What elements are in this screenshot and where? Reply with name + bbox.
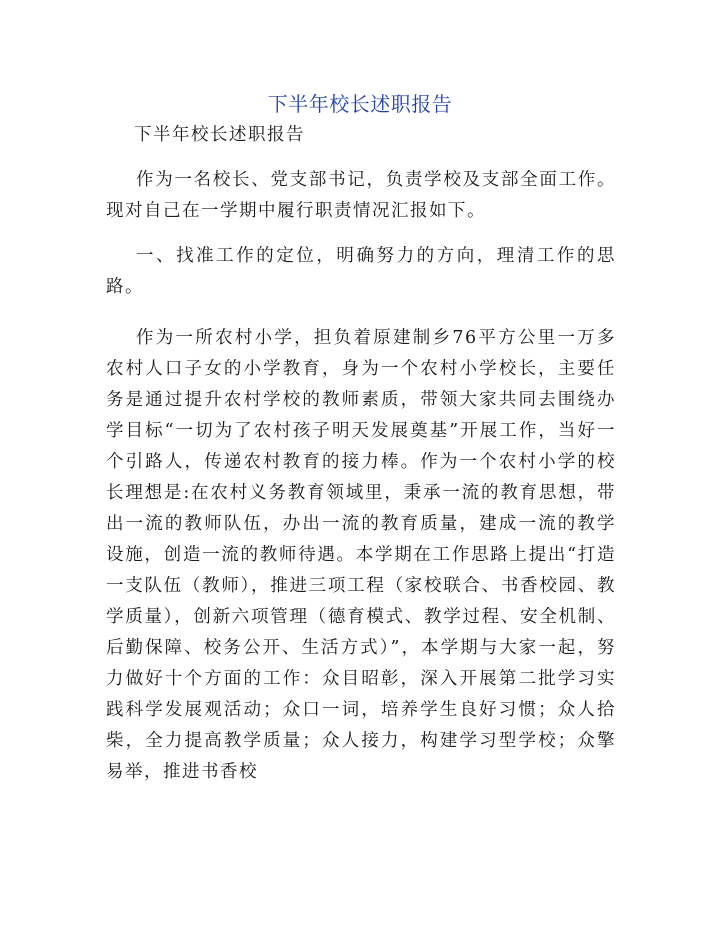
document-title: 下半年校长述职报告 (267, 92, 453, 116)
document-body (106, 120, 616, 788)
paragraph-body: 作为一所农村小学，担负着原建制乡76平方公里一万多农村人口子女的小学教育，身为一个农村小学校长，主要任务是通过提升农村学校的教师素质，带领大家共同去围绕办学目标“一切为了农村孩子明天发展奠基”开展工作，当好一个引路人，传递农村教育的接力棒。作为一个农村小学的校长理想是:在农村义务教育领域里，秉承一流的教育思想，带出一流的教师队伍，办出一流的教育质量，建成一流的教学设施，创造一流的教师待遇。本学期在工作思路上提出“打造一支队伍（教师），推进三项工程（家校联合、书香校园、教学质量），创新六项管理（德育模式、教学过程、安全机制、后勤保障、校务公开、生活方式）”，本学期与大家一起，努力做好十个方面的工作：众目昭彰，深入开展第二批学习实践科学发展观活动；众口一词，培养学生良好习惯；众人拾柴，全力提高教学质量；众人接力，构建学习型学校；众擎易举，推进书香校 (106, 328, 616, 782)
paragraph-section-heading: 一、找准工作的定位，明确努力的方向，理清工作的思路。 (106, 246, 616, 297)
document-subtitle: 下半年校长述职报告 (134, 125, 305, 145)
paragraph-intro: 作为一名校长、党支部书记，负责学校及支部全面工作。现对自己在一学期中履行职责情况汇报如下。 (106, 170, 616, 221)
